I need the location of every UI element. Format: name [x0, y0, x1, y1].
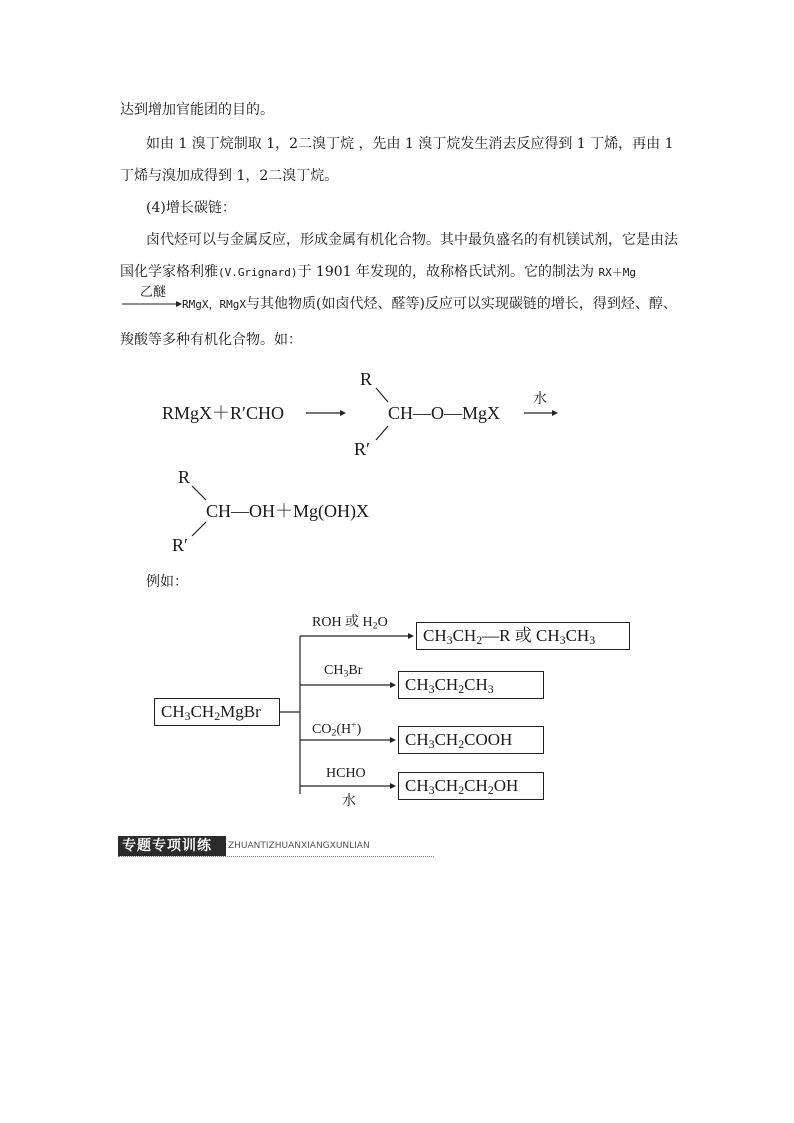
ether-label: 乙醚 — [140, 285, 167, 300]
text-line-6 — [120, 262, 636, 283]
scheme-reagent-1: ROH 或 $H_2O$ — [312, 615, 388, 632]
banner-divider — [118, 856, 434, 857]
reaction1-r: R — [360, 369, 373, 389]
banner-pinyin: ZHUANTIZHUANXIANGXUNLIAN — [228, 841, 370, 851]
reaction1-r-prime: R′ — [354, 439, 370, 459]
scheme-product-4: $CH_3CH_2CH_2OH$ — [398, 772, 544, 800]
text-line-7a: RMgX，RMgX — [182, 298, 246, 311]
reaction2-product: CH—OH＋Mg(OH)X — [206, 501, 369, 521]
text-line-6b: (V.Grignard) — [218, 266, 298, 279]
banner-title: 专题专项训练 — [118, 836, 226, 856]
text-line-7b: 与其他物质(如卤代烃、醛等)反应可以实现碳链的增长，得到烃、醇、 — [245, 296, 677, 312]
example-label: 例如： — [146, 574, 188, 590]
text-line-2: 如由 1 溴丁烷制取 1，2二溴丁烷 ，先由 1 溴丁烷发生消去反应得到 1 丁烯，再由 1 — [146, 136, 674, 152]
reaction2-r-prime: R′ — [172, 535, 188, 555]
scheme-reagent-4-below: 水 — [342, 794, 356, 809]
scheme-product-2: $CH_3CH_2CH_3$ — [398, 671, 544, 699]
reaction1-intermediate: CH—O—MgX — [388, 403, 501, 423]
scheme-start: $CH_3CH_2MgBr$ — [154, 698, 280, 726]
text-line-1: 达到增加官能团的目的。 — [120, 102, 274, 118]
text-line-6c: 于 1901 年发现的，故称格氏试剂。它的制法为 — [297, 264, 595, 280]
text-line-5: 卤代烃可以与金属反应，形成金属有机化合物。其中最负盛名的有机镁试剂，它是由法 — [146, 232, 678, 248]
scheme-reagent-3: $CO_2(H^+)$ — [312, 720, 362, 739]
scheme-reagent-2: $CH_3Br$ — [324, 663, 363, 680]
text-line-6d: RX＋Mg — [598, 266, 636, 279]
section-heading-4: (4)增长碳链： — [146, 200, 236, 216]
reaction1-reactants: RMgX＋R′CHO — [162, 403, 284, 423]
scheme-product-1: $CH_3CH_2—R$ 或 $CH_3CH_3$ — [416, 622, 630, 650]
text-line-7 — [182, 294, 677, 315]
text-line-3: 丁烯与溴加成得到 1，2二溴丁烷。 — [120, 168, 339, 184]
reaction1-arrow-label: 水 — [533, 392, 547, 407]
text-line-8: 羧酸等多种有机化合物。如： — [120, 332, 302, 348]
scheme-reagent-4: HCHO — [326, 766, 366, 781]
scheme-product-3: $CH_3CH_2COOH$ — [398, 726, 544, 754]
reaction2-r: R — [178, 467, 191, 487]
text-line-6a: 国化学家格利雅 — [120, 264, 218, 280]
